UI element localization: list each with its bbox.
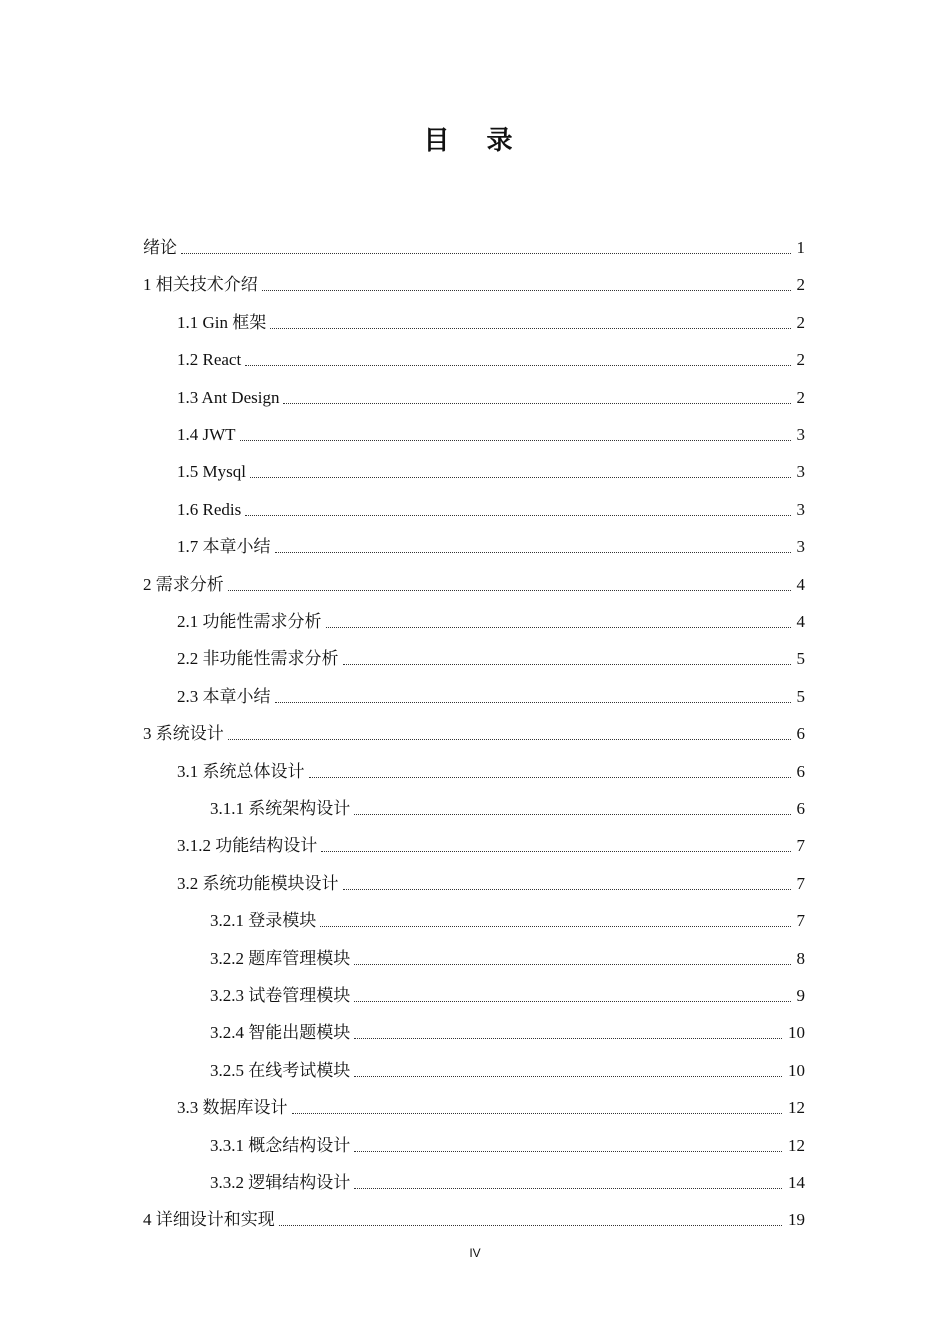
toc-entry-label: 1.7 本章小结: [177, 537, 271, 557]
dot-leader: [245, 515, 790, 516]
toc-entry[interactable]: [177, 1083, 805, 1119]
toc-entry-label: 2.2 非功能性需求分析: [177, 649, 339, 669]
toc-entry-label: 3.2.2 题库管理模块: [210, 948, 351, 968]
dot-leader: [320, 926, 790, 927]
toc-entry-page-number: 1: [796, 238, 805, 257]
toc-entry[interactable]: [210, 1008, 805, 1044]
toc-entry-page-number: 3: [796, 499, 805, 519]
toc-entry-page-number: 3: [796, 425, 805, 444]
dot-leader: [354, 964, 790, 965]
toc-entry-label: 3.2.1 登录模块: [210, 911, 317, 931]
dot-leader: [270, 328, 790, 329]
toc-entry-label: 1.5 Mysql: [177, 462, 246, 482]
toc-entry-label: 1 相关技术介绍: [143, 275, 258, 295]
toc-entry[interactable]: [177, 859, 805, 895]
dot-leader: [321, 851, 790, 852]
toc-entry[interactable]: [177, 672, 805, 708]
toc-entry-page-number: 3: [796, 462, 805, 482]
dot-leader: [283, 403, 790, 404]
toc-entry-label: 3.1.1 系统架构设计: [210, 799, 351, 818]
toc-entry[interactable]: [177, 747, 805, 783]
toc-entry-page-number: 6: [796, 761, 805, 781]
toc-entry[interactable]: [177, 298, 805, 334]
dot-leader: [292, 1113, 783, 1114]
dot-leader: [228, 739, 791, 740]
toc-entry-page-number: 7: [796, 873, 805, 893]
toc-entry[interactable]: [210, 934, 805, 970]
toc-entry-label: 1.3 Ant Design: [177, 387, 280, 407]
toc-entry[interactable]: [143, 560, 805, 596]
dot-leader: [228, 590, 791, 591]
toc-entry-label: 1.6 Redis: [177, 499, 242, 519]
toc-entry-label: 绪论: [143, 238, 177, 257]
toc-entry-page-number: 3: [796, 537, 805, 557]
dot-leader: [354, 1188, 782, 1189]
toc-entry-label: 3.3.2 逻辑结构设计: [210, 1173, 351, 1192]
toc-entry[interactable]: [177, 447, 805, 483]
dot-leader: [181, 253, 791, 254]
toc-entry[interactable]: [143, 709, 805, 745]
toc-entry[interactable]: [210, 971, 805, 1007]
dot-leader: [245, 365, 790, 366]
dot-leader: [250, 477, 791, 478]
toc-entry[interactable]: [177, 821, 805, 857]
toc-entry[interactable]: [177, 373, 805, 409]
toc-entry-label: 3.1 系统总体设计: [177, 761, 305, 781]
toc-entry[interactable]: [143, 260, 805, 296]
toc-entry-label: 4 详细设计和实现: [143, 1210, 275, 1230]
toc-entry-page-number: 8: [796, 948, 805, 968]
dot-leader: [354, 1038, 782, 1039]
toc-entry-page-number: 12: [788, 1098, 805, 1118]
toc-entry[interactable]: [177, 485, 805, 521]
toc-entry-page-number: 2: [796, 350, 805, 370]
toc-entry[interactable]: [210, 784, 805, 820]
dot-leader: [343, 889, 791, 890]
toc-entry-label: 1.4 JWT: [177, 425, 236, 444]
toc-entry-page-number: 6: [796, 799, 805, 818]
toc-title: 目 录: [423, 126, 527, 156]
dot-leader: [309, 777, 791, 778]
dot-leader: [240, 440, 791, 441]
toc-entry-page-number: 9: [796, 986, 805, 1005]
toc-entry-label: 3.2.3 试卷管理模块: [210, 986, 351, 1005]
toc-entry-label: 3.2 系统功能模块设计: [177, 873, 339, 893]
toc-entry-page-number: 2: [796, 275, 805, 295]
dot-leader: [326, 627, 791, 628]
toc-entry[interactable]: [177, 634, 805, 670]
toc-entry[interactable]: [210, 896, 805, 932]
toc-entry-page-number: 2: [796, 312, 805, 332]
toc-entry-page-number: 7: [796, 911, 805, 931]
toc-entry-label: 2.1 功能性需求分析: [177, 612, 322, 631]
toc-entry-page-number: 2: [796, 387, 805, 407]
dot-leader: [354, 1151, 782, 1152]
toc-entry[interactable]: [177, 597, 805, 633]
toc-entry[interactable]: [210, 1121, 805, 1157]
toc-entry-page-number: 7: [796, 836, 805, 856]
toc-entry-label: 3.3 数据库设计: [177, 1098, 288, 1118]
toc-entry-page-number: 10: [788, 1023, 805, 1043]
dot-leader: [343, 664, 791, 665]
toc-entry[interactable]: [210, 1158, 805, 1194]
dot-leader: [354, 1001, 790, 1002]
toc-entry-label: 1.2 React: [177, 350, 242, 370]
toc-entry-label: 3 系统设计: [143, 724, 224, 744]
toc-entry[interactable]: [143, 223, 805, 259]
toc-entry-label: 2 需求分析: [143, 574, 224, 594]
toc-entry-label: 2.3 本章小结: [177, 686, 271, 706]
toc-entry[interactable]: [177, 522, 805, 558]
dot-leader: [354, 814, 790, 815]
toc-entry-label: 3.2.5 在线考试模块: [210, 1060, 351, 1080]
toc-entry[interactable]: [177, 335, 805, 371]
toc-entry-page-number: 5: [796, 686, 805, 706]
toc-entry-label: 3.1.2 功能结构设计: [177, 836, 318, 856]
toc-entry-page-number: 14: [788, 1173, 805, 1192]
dot-leader: [354, 1076, 782, 1077]
toc-entry-page-number: 12: [788, 1135, 805, 1155]
dot-leader: [275, 552, 791, 553]
toc-entry-page-number: 4: [796, 612, 805, 631]
toc-entry[interactable]: [177, 410, 805, 446]
dot-leader: [262, 290, 791, 291]
toc-entry-label: 3.3.1 概念结构设计: [210, 1135, 351, 1155]
toc-entry-label: 1.1 Gin 框架: [177, 312, 267, 332]
dot-leader: [279, 1225, 782, 1226]
toc-entry-page-number: 10: [788, 1060, 805, 1080]
toc-entry-page-number: 4: [796, 574, 805, 594]
toc-entry-page-number: 19: [788, 1210, 805, 1230]
toc-entry[interactable]: [143, 1195, 805, 1231]
toc-entry-page-number: 6: [796, 724, 805, 744]
toc-entry[interactable]: [210, 1046, 805, 1082]
page-number-footer: IV: [469, 1246, 481, 1260]
toc-entry-page-number: 5: [796, 649, 805, 669]
dot-leader: [275, 702, 791, 703]
toc-entry-label: 3.2.4 智能出题模块: [210, 1023, 351, 1043]
